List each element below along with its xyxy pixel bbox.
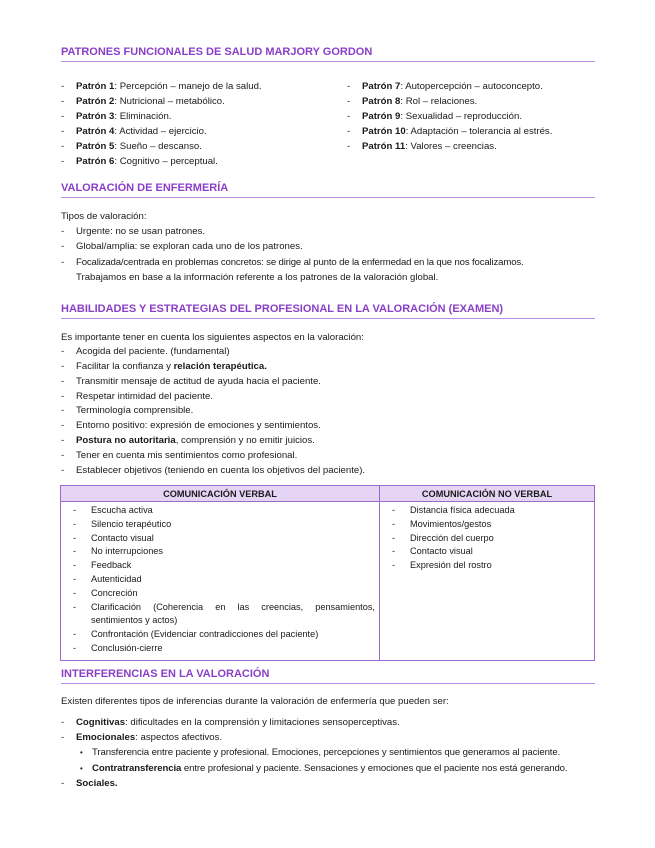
paragraph: Es importante tener en cuenta los siguientes aspectos en la valoración: [61, 332, 364, 343]
table-list-item: - Silencio terapéutico [61, 518, 379, 532]
table-list-item: - Escucha activa [61, 504, 379, 518]
table-list-item: - Dirección del cuerpo [380, 532, 594, 546]
paragraph: Tipos de valoración: [61, 211, 147, 222]
table-list-item: - Feedback [61, 559, 379, 573]
table-list-item: - No interrupciones [61, 545, 379, 559]
section-heading-valoracion: VALORACIÓN DE ENFERMERÍA [61, 182, 595, 198]
table-header-verbal: COMUNICACIÓN VERBAL [61, 486, 380, 502]
section-heading-habilidades: HABILIDADES Y ESTRATEGIAS DEL PROFESIONAL EN LA VALORACIÓN (EXAMEN) [61, 303, 595, 319]
paragraph-continuation: Trabajamos en base a la información referente a los patrones de la valoración global. [76, 272, 439, 283]
table-list-item: - Expresión del rostro [380, 559, 594, 573]
table-list-item: - Confrontación (Evidenciar contradicciones del paciente) [61, 628, 379, 642]
table-list-item: - Concreción [61, 587, 379, 601]
section-heading-interferencias: INTERFERENCIAS EN LA VALORACIÓN [61, 668, 595, 684]
table-header-noverbal: COMUNICACIÓN NO VERBAL [380, 486, 595, 502]
verbal-cell [61, 502, 380, 661]
table-list-item: - Contacto visual [380, 545, 594, 559]
table-list-item: - Autenticidad [61, 573, 379, 587]
table-list-item: - Contacto visual [61, 532, 379, 546]
noverbal-cell [380, 502, 595, 661]
paragraph: Existen diferentes tipos de inferencias durante la valoración de enfermería que pueden ser: [61, 696, 449, 707]
table-list-item: - Conclusión-cierre [61, 642, 379, 656]
section-heading-patrones: PATRONES FUNCIONALES DE SALUD MARJORY GORDON [61, 46, 595, 62]
communication-table [60, 485, 595, 661]
document-page: PATRONES FUNCIONALES DE SALUD MARJORY GORDON - Patrón 1: Percepción – manejo de la salud. - Patrón 2: Nutricional – metabólico. - Patrón 3: Eliminación. - Patrón 4: Actividad – ejercicio. - Patrón 5: Sueño – descanso. - Patrón 6: Cognitivo – perceptual. - Patrón 7: Autopercepción – autoconcepto. - Patrón 8: Rol – relaciones. - Patrón 9: Sexualidad – reproducción. - Patrón 10: Adaptación – tolerancia al estrés. - Patrón 11: Valores – creencias. VALORACIÓN DE ENFERMERÍA Tipos de valoración: - Urgente: no se usan patrones. - Global/amplia: se exploran cada uno de los patrones. - Focalizada/centrada en problemas concretos: se dirige al punto de la enfermedad en la que nos focalizamos. Trabajamos en base a la información referente a los patrones de la valoración global. HABILIDADES Y ESTRATEGIAS DEL PROFESIONAL EN LA VALORACIÓN (EXAMEN) Es importante tener en cuenta los siguientes aspectos en la valoración: - Acogida del paciente. (fundamental) - Facilitar la confianza y relación terapéutica. - Transmitir mensaje de actitud de ayuda hacia el paciente. - Respetar intimidad del paciente. - Terminología comprensible. - Entorno positivo: expresión de emociones y sentimientos. - Postura no autoritaria, comprensión y no emitir juicios. - Tener en cuenta mis sentimientos como profesional. - Establecer objetivos (teniendo en cuenta los objetivos del paciente). COMUNICACIÓN VERBAL COMUNICACIÓN NO VERBAL - Escucha activa - Silencio terapéutico - Contacto visual - No interrupciones - Feedback - Autenticidad - Concreción - Clarificación (Coherencia en las creencias, pensamientos, sentimientos y actos) - Confrontación (Evidenciar contradicciones del paciente) - Conclusión-cierre - Distancia física adecuada - Movimientos/gestos - Dirección del cuerpo - Contacto visual - Expresión del rostro INTERFERENCIAS EN LA VALORACIÓN Existen diferentes tipos de inferencias durante la valoración de enfermería que pueden ser: - Cognitivas: dificultades en la comprensión y limitaciones sensoperceptivas. - Emocionales: aspectos afectivos. • Transferencia entre paciente y profesional. Emociones, percepciones y sentimientos que generamos al paciente. • Contratransferencia entre profesional y paciente. Sensaciones y emociones que el paciente nos está generando. - Sociales. [0, 0, 655, 848]
table-list-item: - Distancia física adecuada [380, 504, 594, 518]
table-list-item: - Movimientos/gestos [380, 518, 594, 532]
table-list-item: - Clarificación (Coherencia en las creencias, pensamientos, sentimientos y actos) [61, 601, 379, 629]
